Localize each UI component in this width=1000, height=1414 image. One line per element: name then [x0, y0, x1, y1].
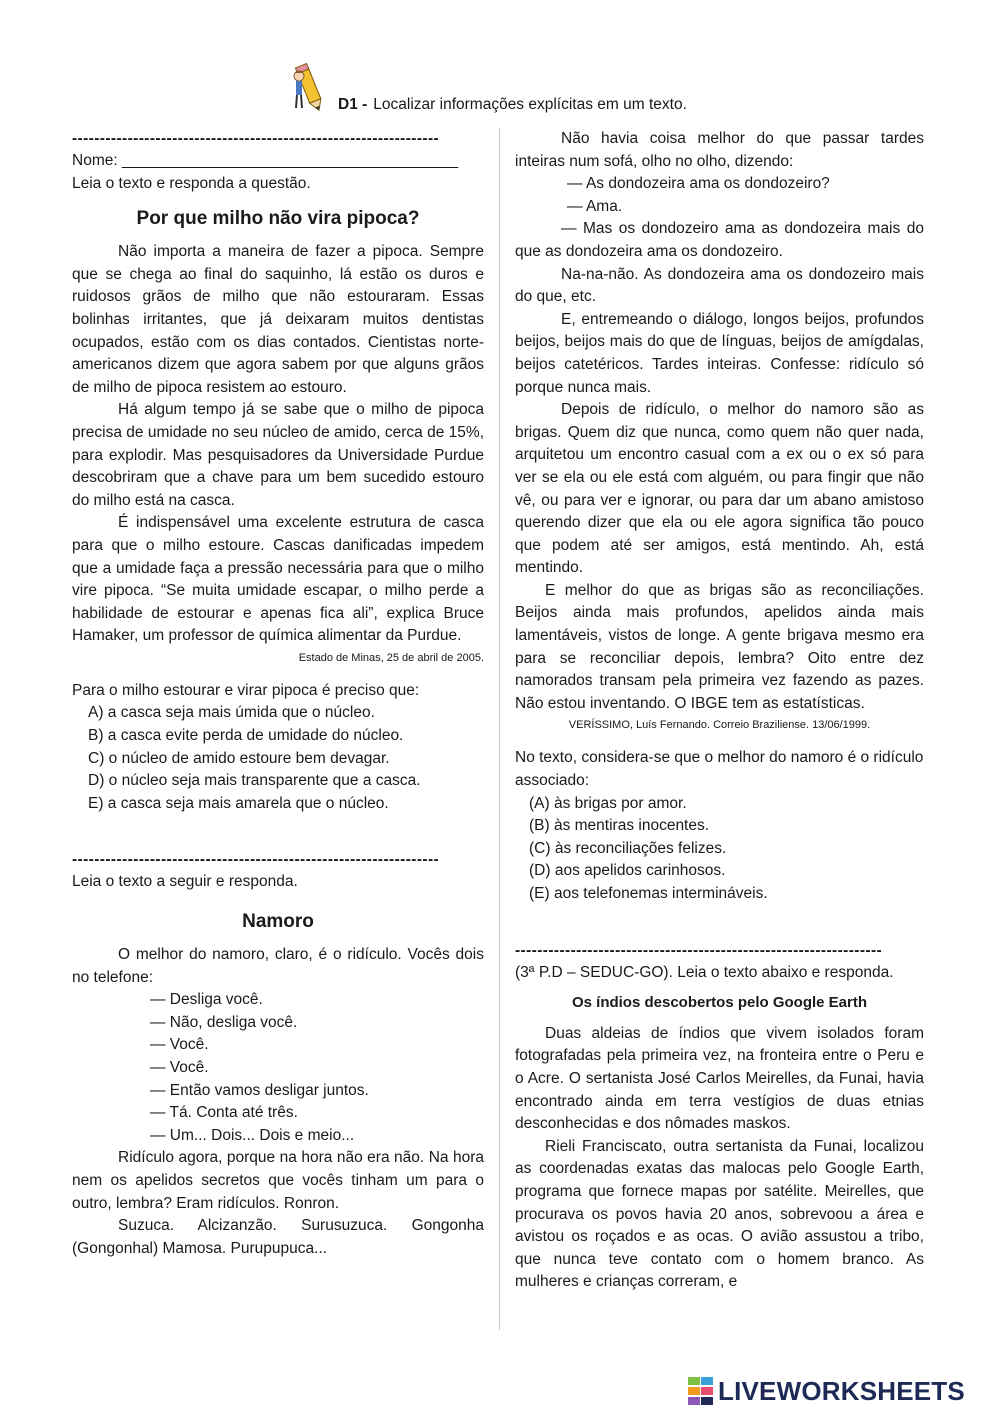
dialogue-line: — Você.: [150, 1036, 209, 1054]
paragraph: Depois de ridículo, o melhor do namoro são as brigas. Quem diz que nunca, como quem não quer nada, arquitetou um encontro casual com a ex ou o ex só para ver se ela ou ele está com alguém, ou para fingir que não vê, ou para ver e ignorar, ou para dar um abano amistoso querendo dizer que ela ou ele agora significa tão pouco que podem até ser amigos, está mentindo. Ah, está mentindo.: [515, 401, 924, 577]
paragraph: O melhor do namoro, claro, é o ridículo. Vocês dois no telefone:: [72, 946, 484, 986]
dialogue-line: — Você.: [150, 1059, 209, 1076]
paragraph: Rieli Franciscato, outra sertanista da Funai, localizou as coordenadas exatas das malocas pelo Google Earth, programa que fornece mapas por satélite. Meirelles, que procurava os povos havia 20 anos, sobrevoou a área e avistou os roçados e as ocas. O avião assustou a tribo, que nunca teve contato com o homem branco. As mulheres e crianças correram, e: [515, 1137, 924, 1291]
paragraph: Não importa a maneira de fazer a pipoca. Sempre que se chega ao final do saquinho, lá estão os duros e ruidosos grãos de milho que não estouraram. Essas bolinhas irritantes, que já deixaram muitos dentistas ocupados, estão com os dias contados. Cientistas norte-americanos dizem que agora sabem por que alguns grãos de milho de pipoca resistem ao estouro.: [72, 243, 484, 396]
dialogue-line: — Tá. Conta até três.: [150, 1104, 298, 1122]
question-text: No texto, considera-se que o melhor do namoro é o ridículo associado:: [515, 749, 924, 790]
descriptor-code: D1 -: [338, 96, 368, 113]
liveworksheets-logo: [688, 1373, 965, 1409]
dialogue-line: — Ama.: [567, 197, 623, 215]
right-column: [515, 128, 924, 1294]
dialogue-line: — Não, desliga você.: [150, 1013, 298, 1031]
paragraph: E, entremeando o diálogo, longos beijos, profundos beijos, beijos mais do que de línguas, beijos de amígdalas, beijos catetéricos. Tardes inteiras. Confesse: ridículo só porque nunca mais.: [515, 310, 924, 396]
dialogue-line: — As dondozeira ama os dondozeiro?: [567, 175, 830, 193]
instruction-text: (3ª P.D – SEDUC-GO). Leia o texto abaixo e responda.: [515, 963, 894, 981]
column-divider: [499, 128, 500, 1330]
answer-option[interactable]: B) a casca evite perda de umidade do núcleo.: [88, 727, 404, 745]
answer-option[interactable]: E) a casca seja mais amarela que o núcleo.: [88, 794, 389, 812]
dialogue-line: — Então vamos desligar juntos.: [150, 1081, 369, 1099]
paragraph: Suzuca. Alcizanzão. Surusuzuca. Gongonha (Gongonhal) Mamosa. Purupupuca...: [72, 1217, 484, 1257]
logo-mark-icon: [688, 1377, 714, 1405]
paragraph: Duas aldeias de índios que vivem isolados foram fotografadas pela primeira vez, na fronteira entre o Peru e o Acre. O sertanista José Carlos Meirelles, da Funai, havia encontrado ainda em terra vestígios de duas etnias desconhecidas e dos nômades maskos.: [515, 1024, 924, 1133]
left-column: [72, 128, 484, 1260]
answer-option[interactable]: A) a casca seja mais úmida que o núcleo.: [88, 704, 375, 722]
answer-option[interactable]: (E) aos telefonemas intermináveis.: [529, 885, 768, 902]
paragraph: — Mas os dondozeiro ama as dondozeira mais do que as dondozeira ama os dondozeiro.: [515, 220, 924, 260]
answer-option[interactable]: (A) às brigas por amor.: [529, 794, 687, 812]
name-field-label: Nome: _______________________________________: [72, 152, 459, 169]
header-text: [338, 96, 687, 114]
separator-rule: ------------------------------------------------------------------: [515, 941, 883, 959]
separator-rule: ------------------------------------------------------------------: [72, 130, 440, 147]
paragraph: Há algum tempo já se sabe que o milho de pipoca precisa de umidade no seu núcleo de amido, cerca de 15%, para explodir. Mas pesquisadores da Universidade Purdue descobriram que a chave para um bem sucedido estouro do milho está na casca.: [72, 401, 484, 509]
paragraph: Não havia coisa melhor do que passar tardes inteiras num sofá, olho no olho, dizendo:: [515, 130, 924, 170]
question-text: Para o milho estourar e virar pipoca é preciso que:: [72, 681, 420, 699]
source-citation: Estado de Minas, 25 de abril de 2005.: [298, 651, 484, 664]
paragraph: E melhor do que as brigas são as reconciliações. Beijos ainda mais profundos, apelidos ainda mais lamentáveis, vistos de longe. A gente brigava mesmo era para se reconciliar depois, lembra? Oito entre dez namorados transam pela primeira vez fazendo as pazes. Não estou inventando. O IBGE tem as estatísticas.: [515, 581, 924, 712]
paragraph: Na-na-não. As dondozeira ama os dondozeiro mais do que, etc.: [515, 265, 924, 306]
answer-option[interactable]: (B) às mentiras inocentes.: [529, 817, 710, 835]
page-header: [290, 62, 810, 118]
answer-option[interactable]: D) o núcleo seja mais transparente que a casca.: [88, 772, 421, 790]
instruction-text: Leia o texto a seguir e responda.: [72, 873, 298, 891]
text-title: Por que milho não vira pipoca?: [136, 208, 420, 230]
dialogue-line: — Um... Dois... Dois e meio...: [150, 1126, 355, 1144]
instruction-text: Leia o texto e responda a questão.: [72, 174, 311, 192]
separator-rule: ------------------------------------------------------------------: [72, 851, 440, 869]
answer-option[interactable]: C) o núcleo de amido estoure bem devagar.: [88, 749, 390, 767]
dialogue-line: — Desliga você.: [150, 991, 263, 1009]
logo-text: LIVEWORKSHEETS: [718, 1375, 965, 1406]
text-title: Namoro: [242, 911, 314, 933]
paragraph: Ridículo agora, porque na hora não era não. Na hora nem os apelidos secretos que vocês tinham um para o outro, lembra? Eram ridículos. Ronron.: [72, 1149, 484, 1212]
text-title: Os índios descobertos pelo Google Earth: [571, 994, 868, 1012]
source-citation: VERÍSSIMO, Luís Fernando. Correio Braziliense. 13/06/1999.: [568, 719, 871, 732]
answer-option[interactable]: (D) aos apelidos carinhosos.: [529, 862, 726, 880]
descriptor-description: Localizar informações explícitas em um texto.: [373, 96, 687, 113]
paragraph: É indispensável uma excelente estrutura de casca para que o milho estoure. Cascas danificadas impedem que a umidade faça a pressão necessária para que o milho vire pipoca. “Se muita umidade escapar, o milho perde a habilidade de estourar e apenas fica ali”, explica Bruce Hamaker, um professor de química alimentar da Purdue.: [72, 514, 484, 645]
answer-option[interactable]: (C) às reconciliações felizes.: [529, 839, 727, 857]
pencil-character-icon: [290, 62, 330, 114]
